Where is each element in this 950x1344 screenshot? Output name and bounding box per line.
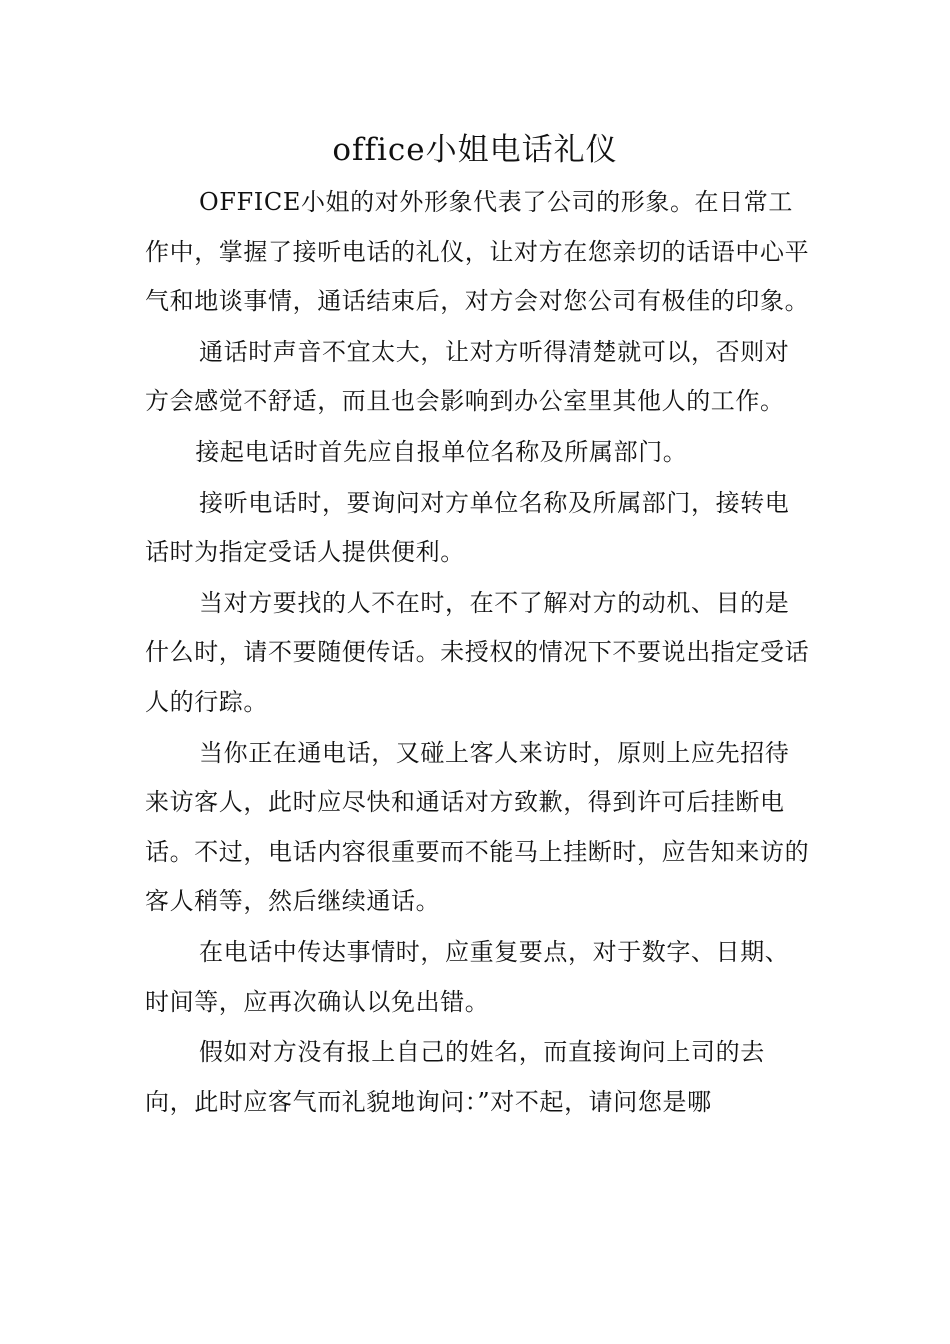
paragraph-intro: OFFICE小姐的对外形象代表了公司的形象。在日常工作中，掌握了接听电话的礼仪，让对方在您亲切的话语中心平气和地谈事情，通话结束后，对方会对您公司有极佳的印象。 <box>145 188 810 316</box>
paragraph-self-introduction: 接起电话时首先应自报单位名称及所属部门。 <box>195 437 688 466</box>
document-body <box>145 178 810 1128</box>
paragraph-absent-recipient: 当对方要找的人不在时，在不了解对方的动机、目的是什么时，请不要随便传话。未授权的情况下不要说出指定受话人的行踪。 <box>145 588 810 716</box>
paragraph-confirm-details: 在电话中传达事情时，应重复要点，对于数字、日期、时间等，应再次确认以免出错。 <box>145 937 790 1016</box>
paragraph-voice-volume: 通话时声音不宜太大，让对方听得清楚就可以，否则对方会感觉不舒适，而且也会影响到办公室里其他人的工作。 <box>145 337 790 416</box>
paragraph-visitor-arrives: 当你正在通电话，又碰上客人来访时，原则上应先招待来访客人，此时应尽快和通话对方致歉，得到许可后挂断电话。不过，电话内容很重要而不能马上挂断时，应告知来访的客人稍等，然后继续通话。 <box>145 738 810 916</box>
paragraph-ask-caller-info: 接听电话时，要询问对方单位名称及所属部门，接转电话时为指定受话人提供便利。 <box>145 488 790 567</box>
document-title: office小姐电话礼仪 <box>332 132 618 168</box>
paragraph-unnamed-caller: 假如对方没有报上自己的姓名，而直接询问上司的去向，此时应客气而礼貌地询问：”对不起，请问您是哪 <box>145 1038 765 1116</box>
